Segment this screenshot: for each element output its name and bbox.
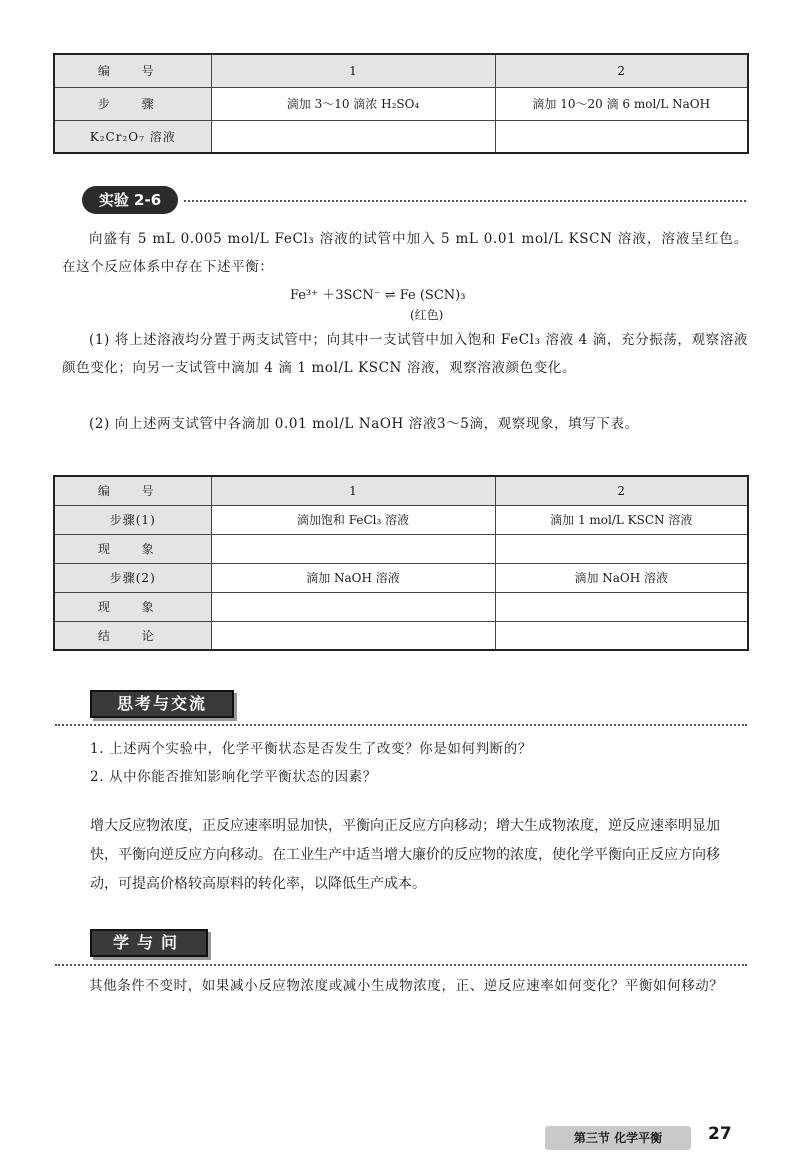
table-header-cell: 2 [495,54,748,87]
row-label: 步骤(2) [54,563,211,592]
table-cell: 滴加 10～20 滴 6 mol/L NaOH [495,87,748,120]
table-row [54,505,748,534]
row-label: 结 论 [54,621,211,650]
think-exchange-label: 思考与交流 [90,690,234,718]
study-ask-label: 学与问 [90,929,208,957]
page-number: 27 [708,1124,732,1144]
table-cell: 滴加 3～10 滴浓 H₂SO₄ [211,87,495,120]
row-label: 现 象 [54,534,211,563]
experiment-step-2: (2) 向上述两支试管中各滴加 0.01 mol/L NaOH 溶液3～5滴，观察现象，填写下表。 [89,416,639,432]
question-item: 1. 上述两个实验中，化学平衡状态是否发生了改变？你是如何判断的？ [90,741,532,757]
section-title: 第三节 化学平衡 [545,1126,691,1150]
table-row [54,534,748,563]
table-cell [211,120,495,153]
experiment-step-1: (1) 将上述溶液均分置于两支试管中；向其中一支试管中加入饱和 FeCl₃ 溶液 4 滴，充分振荡，观察溶液颜色变化；向另一支试管中滴加 4 滴 1 mol/L KSCN 溶液，观察溶液颜色变化。 [62,332,748,376]
table-header-row [54,476,748,505]
row-label: 步 骤 [54,87,211,120]
dotted-divider [55,724,747,726]
row-label: 步骤(1) [54,505,211,534]
experiment-label: 实验 2-6 [82,186,178,214]
experiment-intro: 向盛有 5 mL 0.005 mol/L FeCl₃ 溶液的试管中加入 5 mL 0.01 mol/L KSCN 溶液，溶液呈红色。在这个反应体系中存在下述平衡： [62,231,748,275]
table-cell [495,621,748,650]
equilibrium-table [53,475,749,651]
table-cell [495,534,748,563]
table-cell [495,592,748,621]
equilibrium-equation: Fe³⁺ ＋3SCN⁻ ⇌ Fe (SCN)₃ [290,288,466,303]
table-header-cell: 编 号 [54,54,211,87]
study-ask-text: 其他条件不变时，如果减小反应物浓度或减小生成物浓度，正、逆反应速率如何变化？平衡如何移动？ [89,978,724,994]
table-header-cell: 1 [211,54,495,87]
table-cell [211,592,495,621]
table-header-cell: 1 [211,476,495,505]
table-cell [495,120,748,153]
table-cell: 滴加 1 mol/L KSCN 溶液 [495,505,748,534]
row-label: 现 象 [54,592,211,621]
table-cell [211,534,495,563]
answer-text: 增大反应物浓度，正反应速率明显加快，平衡向正反应方向移动；增大生成物浓度，逆反应速率明显加快，平衡向逆反应方向移动。在工业生产中适当增大廉价的反应物的浓度，使化学平衡向正反应方向移动，可提高价格较高原料的转化率，以降低生产成本。 [90,818,720,892]
table-header-cell: 2 [495,476,748,505]
table-cell [211,621,495,650]
dotted-divider [184,200,746,202]
table-cell: 滴加 NaOH 溶液 [495,563,748,592]
table-cell: 滴加 NaOH 溶液 [211,563,495,592]
table-row [54,563,748,592]
row-label: K₂Cr₂O₇ 溶液 [54,120,211,153]
table-header-row [54,54,748,87]
equation-note: (红色) [410,308,444,322]
dichromate-table [53,53,749,154]
question-item: 2. 从中你能否推知影响化学平衡状态的因素？ [90,769,377,785]
table-cell: 滴加饱和 FeCl₃ 溶液 [211,505,495,534]
table-header-cell: 编 号 [54,476,211,505]
table-row [54,87,748,120]
dotted-divider [55,964,747,966]
table-row [54,120,748,153]
table-row [54,592,748,621]
table-row [54,621,748,650]
